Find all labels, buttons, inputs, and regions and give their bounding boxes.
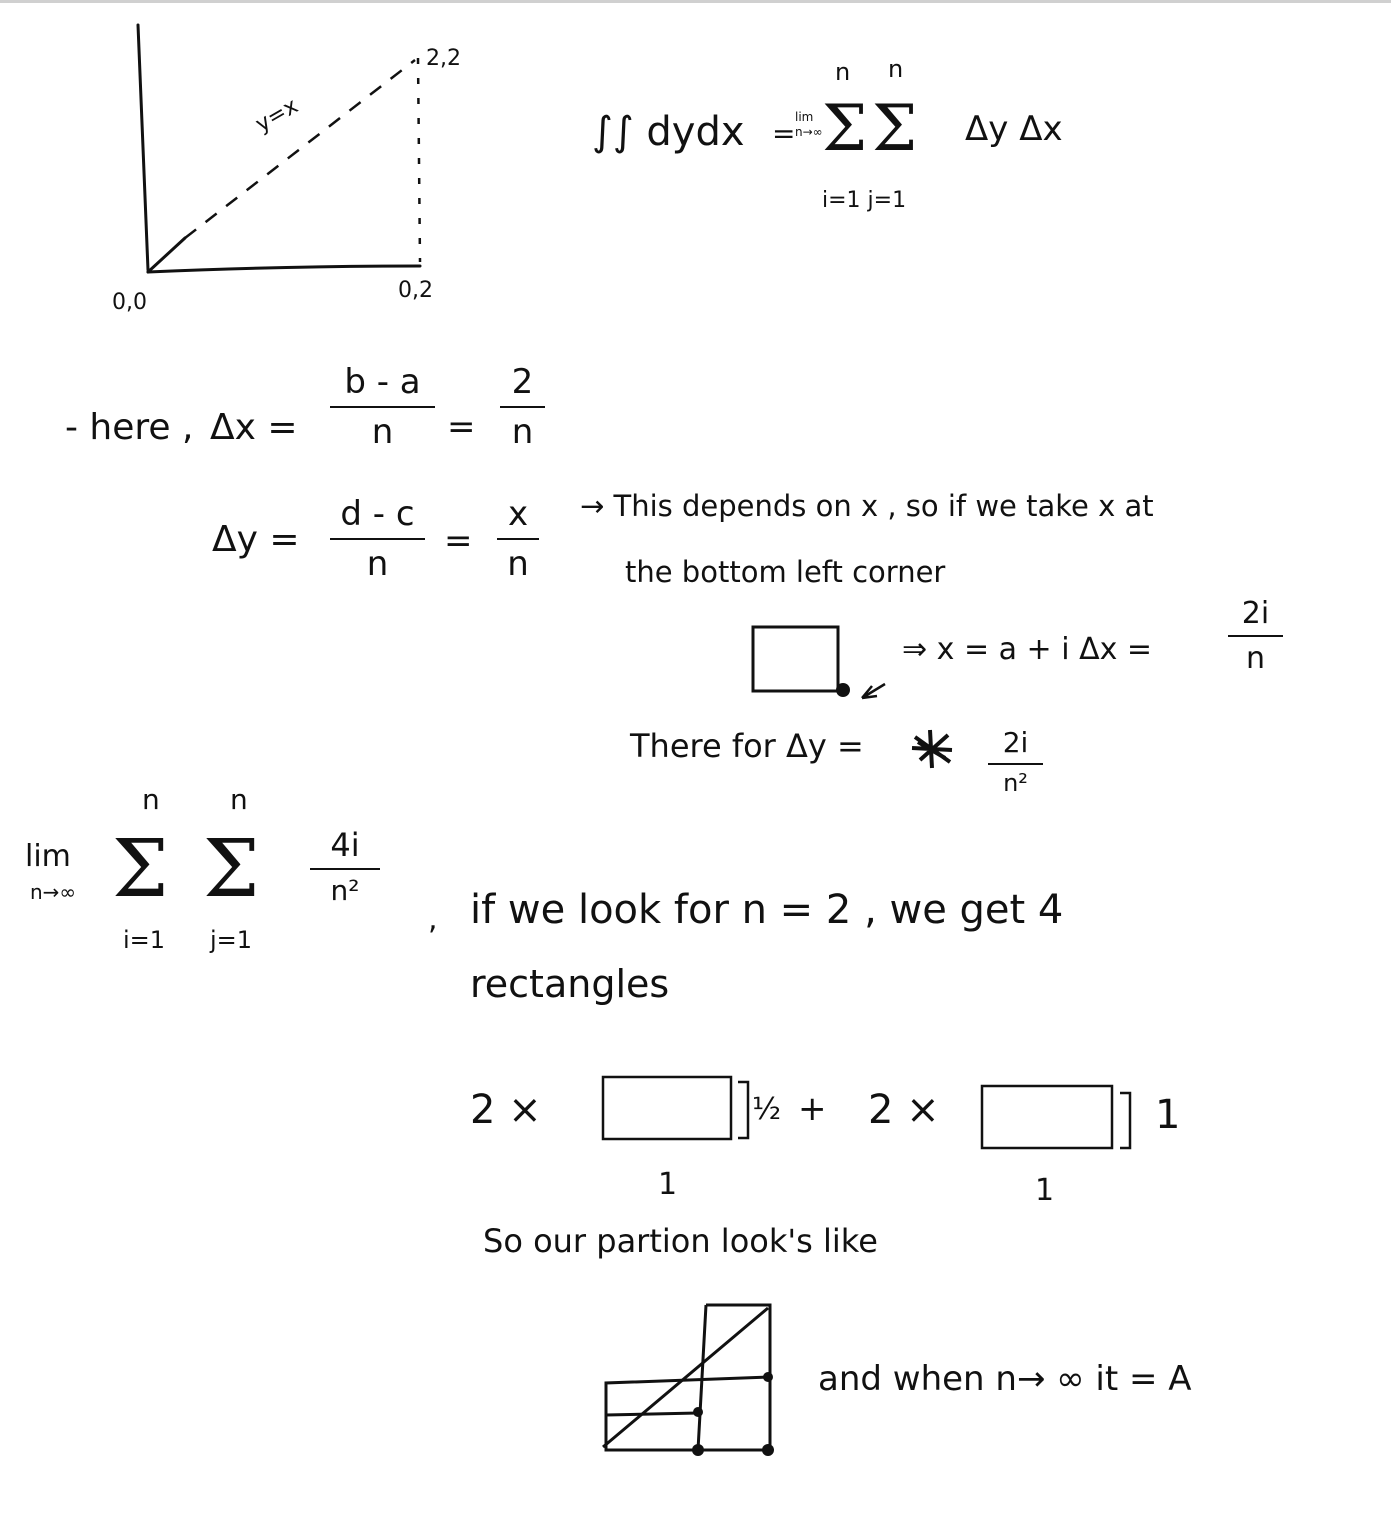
x-formula-fraction [1228,596,1283,676]
rectangle-half-bracket [738,1082,748,1138]
fraction-bar [988,763,1043,765]
delta-y-fraction-2 [497,494,539,584]
partition-dot [693,1407,703,1417]
rect-second-width: 1 [1035,1173,1055,1208]
integral-sum1-top: n [835,58,851,86]
delta-y-num-2: x [507,494,529,534]
rect-second-count: 2 × [868,1087,940,1133]
delta-x-den-2: n [511,412,534,452]
integral-lhs: ∫∫ dydx [592,109,745,155]
rect-second-height: 1 [1155,1092,1181,1138]
integral-sigma-1: Σ [822,92,868,166]
integral-lim-sub: n→∞ [795,125,823,139]
rectangle-full-height [982,1086,1112,1148]
graph-diagonal-dashed [185,60,415,238]
graph-origin-stub [148,238,185,272]
graph-line-label: y=x [251,93,303,138]
note-line-1: → This depends on x , so if we take x at [580,489,1154,523]
rectangle-half-height [603,1077,731,1139]
therefore-fraction [988,726,1043,797]
limit-sum-bottom-1: i=1 [123,926,166,954]
integral-sum2-top: n [888,55,904,83]
integral-sigma-2: Σ [872,92,918,166]
limit-sum-sigma-2: Σ [203,822,260,915]
fraction-bar [500,406,545,408]
limit-sum-comma: , [428,902,438,937]
delta-x-fraction-2 [500,362,545,452]
integral-equals: = [772,117,796,150]
corner-dot [836,683,850,697]
delta-y-den-1: n [366,544,389,584]
delta-x-equals: = [447,407,476,447]
delta-y-equals: = [444,521,473,561]
limit-sum-top-2: n [230,783,248,816]
therefore-den: n² [1003,769,1028,797]
corner-arrow [862,684,885,698]
partition-dot [762,1444,774,1456]
therefore-text: There for Δy = [630,727,864,765]
graph-bottom-right-label: 0,2 [398,278,433,303]
partition-dot [763,1372,773,1382]
limit-sum-lim: lim [25,839,71,874]
partition-text: So our partion look's like [483,1222,878,1260]
delta-x-num-1: b - a [344,362,421,402]
delta-x-lhs: Δx = [210,407,298,448]
graph-y-axis [138,25,148,270]
fraction-bar [330,406,435,408]
graph-x-axis [148,266,420,272]
limit-sum-top-1: n [142,783,160,816]
integral-sum-bottom: i=1 j=1 [822,188,907,213]
scribble-blot [912,730,952,768]
rect-first-height: ½ [752,1092,782,1127]
limit-sum-fraction [310,826,380,907]
sentence-line-2: rectangles [470,962,670,1006]
limit-sum-num: 4i [330,826,360,864]
rectangle-full-bracket [1120,1093,1130,1148]
fraction-bar [1228,635,1283,637]
x-formula-num: 2i [1241,596,1270,631]
fraction-bar [310,868,380,870]
integral-lim-label: lim [795,110,814,124]
x-formula-text: ⇒ x = a + i Δx = [902,632,1153,667]
note-line-2: the bottom left corner [625,555,946,589]
integral-term: Δy Δx [965,109,1063,149]
fraction-bar [497,538,539,540]
limit-sum-bottom-2: j=1 [210,926,253,954]
delta-x-prefix: - here , [65,407,194,448]
rect-first-width: 1 [658,1167,678,1202]
fraction-bar [330,538,425,540]
delta-x-den-1: n [371,412,394,452]
graph-origin-label: 0,0 [112,290,147,315]
conclusion-text: and when n→ ∞ it = A [818,1359,1192,1399]
graph-top-label: 2,2 [426,46,461,71]
graph-vertical-dashed [418,58,420,262]
delta-y-den-2: n [507,544,529,584]
corner-square [753,627,838,691]
partition-dot [692,1444,704,1456]
rect-first-count: 2 × [470,1087,542,1133]
sentence-line-1: if we look for n = 2 , we get 4 [470,887,1064,933]
delta-y-lhs: Δy = [212,519,300,560]
therefore-num: 2i [1002,726,1029,759]
limit-sum-sigma-1: Σ [112,822,169,915]
x-formula-den: n [1245,641,1265,676]
limit-sum-lim-sub: n→∞ [30,880,77,904]
delta-y-num-1: d - c [340,494,415,534]
delta-x-fraction-1 [330,362,435,452]
delta-x-num-2: 2 [511,362,534,402]
limit-sum-den: n² [330,874,360,907]
delta-y-fraction-1 [330,494,425,584]
rect-plus: + [798,1089,827,1129]
